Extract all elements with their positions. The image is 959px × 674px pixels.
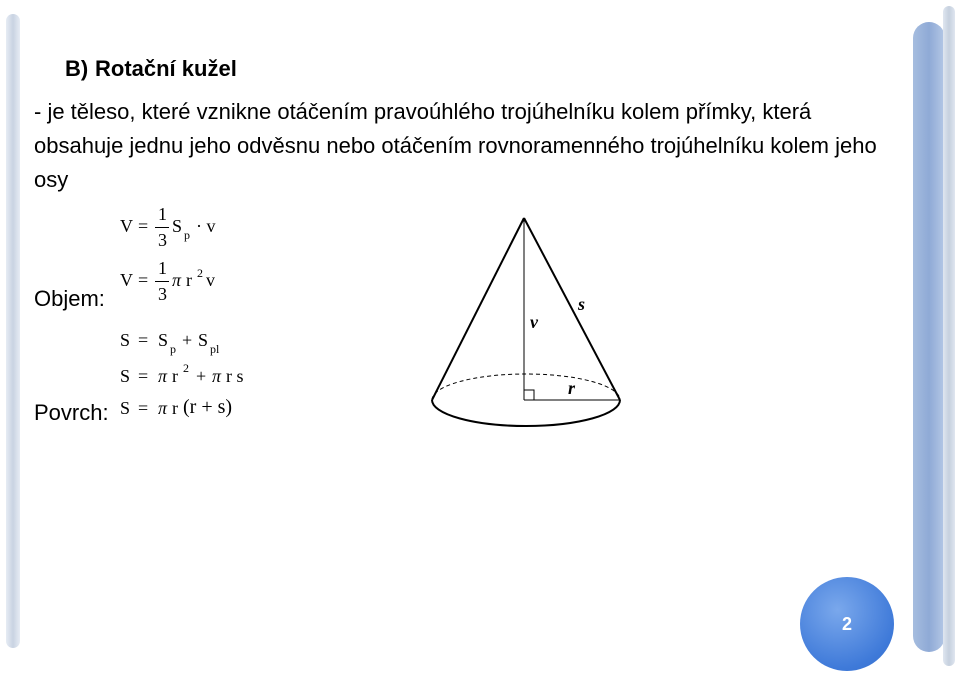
- f-rest: r: [172, 398, 178, 418]
- page-number: 2: [841, 613, 852, 634]
- f-num: 1: [158, 204, 167, 224]
- description: - je těleso, které vznikne otáčením pravoúhlého trojúhelníku kolem přímky, která obsahuje jednu jeho odvěsnu nebo otáčením rovnoramenného trojúhelníku kolem jeho osy: [34, 99, 877, 192]
- fraction-line: [155, 281, 169, 282]
- f-r1: r: [172, 366, 178, 386]
- f-eq: =: [138, 270, 149, 290]
- f-tail: · v: [196, 216, 216, 236]
- f-rest: S: [172, 216, 183, 236]
- volume-label: Objem:: [34, 286, 105, 311]
- f-eq: =: [138, 398, 149, 418]
- label-v: v: [530, 312, 538, 332]
- f-sub: p: [184, 228, 190, 242]
- f-tail: v: [206, 270, 215, 290]
- f-pi: π: [158, 398, 168, 418]
- label-r: r: [568, 378, 576, 398]
- f-paren: (r + s): [183, 396, 233, 418]
- label-s: s: [578, 294, 586, 314]
- slide-title: [65, 56, 237, 82]
- right-decor-bar: [913, 22, 945, 652]
- f-lhs: S: [120, 330, 131, 350]
- f-lhs: V: [120, 216, 133, 236]
- f-b-sub: pl: [210, 342, 220, 356]
- right-decor-bar-thin: [943, 6, 955, 666]
- f-rest: r s: [226, 366, 244, 386]
- f-lhs: S: [120, 398, 131, 418]
- f-sup: 2: [197, 266, 203, 280]
- cone-right-edge: [524, 218, 620, 400]
- f-plus: +: [182, 330, 193, 350]
- fraction-line: [155, 227, 169, 228]
- f-eq: =: [138, 366, 149, 386]
- cone-base-front: [432, 400, 620, 426]
- f-eq: =: [138, 330, 149, 350]
- f-den: 3: [158, 284, 167, 304]
- cone-base-back: [432, 374, 620, 400]
- left-decor-bar: [6, 14, 20, 648]
- f-pi2: π: [212, 366, 222, 386]
- f-lhs: S: [120, 366, 131, 386]
- f-b: S: [198, 330, 209, 350]
- right-angle-mark: [524, 390, 534, 400]
- f-pi1: π: [158, 366, 168, 386]
- f-pi: π: [172, 270, 182, 290]
- f-r: r: [186, 270, 192, 290]
- f-a-sub: p: [170, 342, 176, 356]
- f-a: S: [158, 330, 169, 350]
- cone-diagram: [428, 210, 628, 435]
- f-plus: +: [196, 366, 207, 386]
- title-text: Rotační kužel: [95, 56, 237, 81]
- f-sup: 2: [183, 361, 189, 375]
- page-number-badge: [800, 577, 894, 671]
- f-lhs: V: [120, 270, 133, 290]
- cone-left-edge: [432, 218, 524, 400]
- f-eq: =: [138, 216, 149, 236]
- title-letter: B): [65, 56, 89, 81]
- f-num: 1: [158, 258, 167, 278]
- surface-label: Povrch:: [34, 400, 109, 425]
- f-den: 3: [158, 230, 167, 250]
